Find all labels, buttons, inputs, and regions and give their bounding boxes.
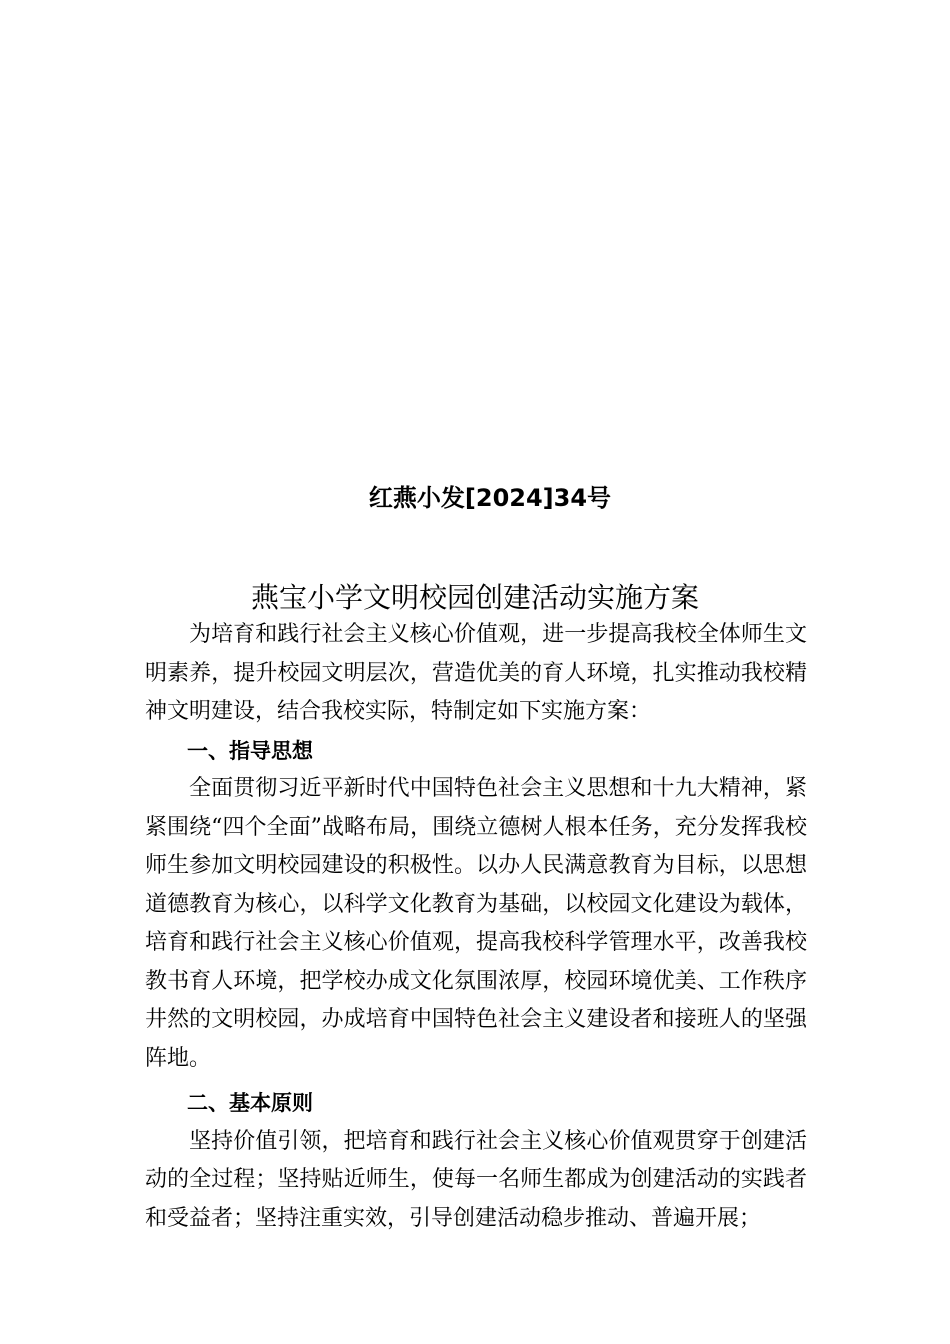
section-body-guiding-ideology: 全面贯彻习近平新时代中国特色社会主义思想和十九大精神，紧紧围绕“四个全面”战略布局，围绕立德树人根本任务，充分发挥我校师生参加文明校园建设的积极性。以办人民满意教育为目标，以思想道德教育为核心，以科学文化教育为基础，以校园文化建设为载体，培育和践行社会主义核心价值观，提高我校科学管理水平，改善我校教书育人环境，把学校办成文化氛围浓厚，校园环境优美、工作秩序井然的文明校园，办成培育中国特色社会主义建设者和接班人的坚强阵地。 xyxy=(145,776,807,1071)
document-number: 红燕小发[2024]34号 xyxy=(368,484,612,512)
section-body-basic-principles: 坚持价值引领，把培育和践行社会主义核心价值观贯穿于创建活动的全过程；坚持贴近师生，使每一名师生都成为创建活动的实践者和受益者；坚持注重实效，引导创建活动稳步推动、普遍开展； xyxy=(145,1128,807,1231)
intro-paragraph: 为培育和践行社会主义核心价值观，进一步提高我校全体师生文明素养，提升校园文明层次，营造优美的育人环境，扎实推动我校精神文明建设，结合我校实际，特制定如下实施方案： xyxy=(145,622,807,724)
section-heading-guiding-ideology: 一、指导思想 xyxy=(187,738,313,763)
section-heading-basic-principles: 二、基本原则 xyxy=(187,1091,313,1115)
document-title: 燕宝小学文明校园创建活动实施方案 xyxy=(250,581,699,614)
document-body xyxy=(145,616,807,1238)
